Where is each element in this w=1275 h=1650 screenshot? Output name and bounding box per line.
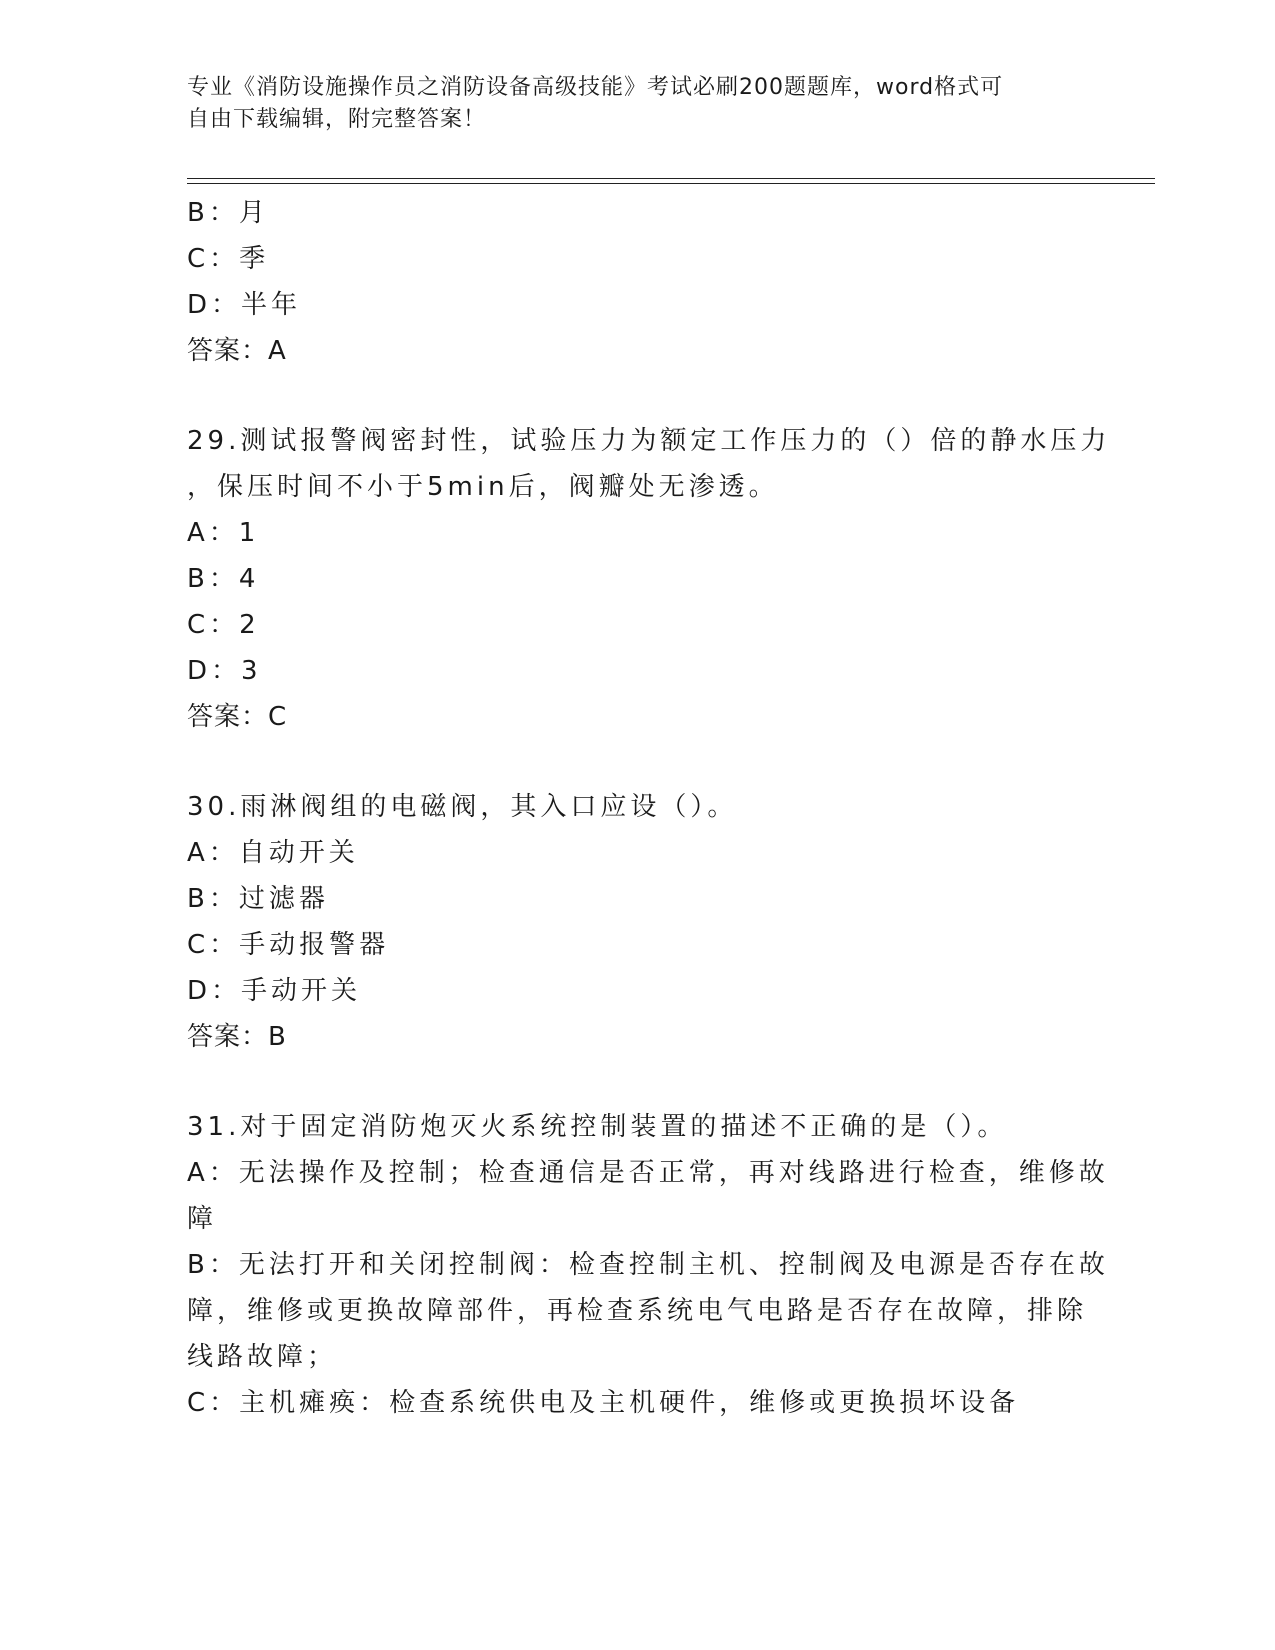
question-30 — [187, 784, 1067, 1060]
option-a-line-1: A：无法操作及控制；检查通信是否正常，再对线路进行检查，维修故 — [187, 1158, 1109, 1188]
question-content — [187, 190, 1111, 1426]
option-c: C：2 — [187, 610, 260, 640]
question-title: 30.雨淋阀组的电磁阀，其入口应设（）。 — [187, 792, 738, 822]
answer: 答案：C — [187, 702, 288, 732]
question-29 — [187, 418, 1111, 740]
question-title: 31.对于固定消防炮灭火系统控制装置的描述不正确的是（）。 — [187, 1112, 1008, 1142]
question-title-line-1: 29.测试报警阀密封性，试验压力为额定工作压力的（）倍的静水压力 — [187, 426, 1111, 456]
option-a: A：1 — [187, 518, 260, 548]
question-28-tail — [187, 190, 1067, 374]
question-title-line-2: ，保压时间不小于5min后，阀瓣处无渗透。 — [187, 472, 779, 502]
header-divider-bottom — [187, 183, 1155, 184]
option-b: B：过滤器 — [187, 884, 329, 914]
option-d: D：手动开关 — [187, 976, 362, 1006]
option-b: B：月 — [187, 198, 269, 228]
option-b: B：4 — [187, 564, 260, 594]
option-c: C：手动报警器 — [187, 930, 390, 960]
option-a-line-2: 障 — [187, 1204, 218, 1234]
answer: 答案：A — [187, 336, 287, 366]
option-a: A：自动开关 — [187, 838, 359, 868]
document-header — [187, 72, 1067, 136]
header-line-2: 自由下载编辑，附完整答案！ — [187, 107, 487, 132]
option-c: C：季 — [187, 244, 270, 274]
option-d: D：3 — [187, 656, 262, 686]
option-b-line-2: 障，维修或更换故障部件，再检查系统电气电路是否存在故障，排除 — [187, 1296, 1088, 1326]
option-b-line-3: 线路故障； — [187, 1342, 338, 1372]
header-line-1: 专业《消防设施操作员之消防设备高级技能》考试必刷200题题库，word格式可 — [187, 75, 1004, 100]
answer: 答案：B — [187, 1022, 287, 1052]
header-divider-top — [187, 178, 1155, 179]
option-b-line-1: B：无法打开和关闭控制阀：检查控制主机、控制阀及电源是否存在故 — [187, 1250, 1109, 1280]
question-31 — [187, 1104, 1109, 1426]
option-d: D：半年 — [187, 290, 302, 320]
option-c: C：主机瘫痪：检查系统供电及主机硬件，维修或更换损坏设备 — [187, 1388, 1020, 1418]
